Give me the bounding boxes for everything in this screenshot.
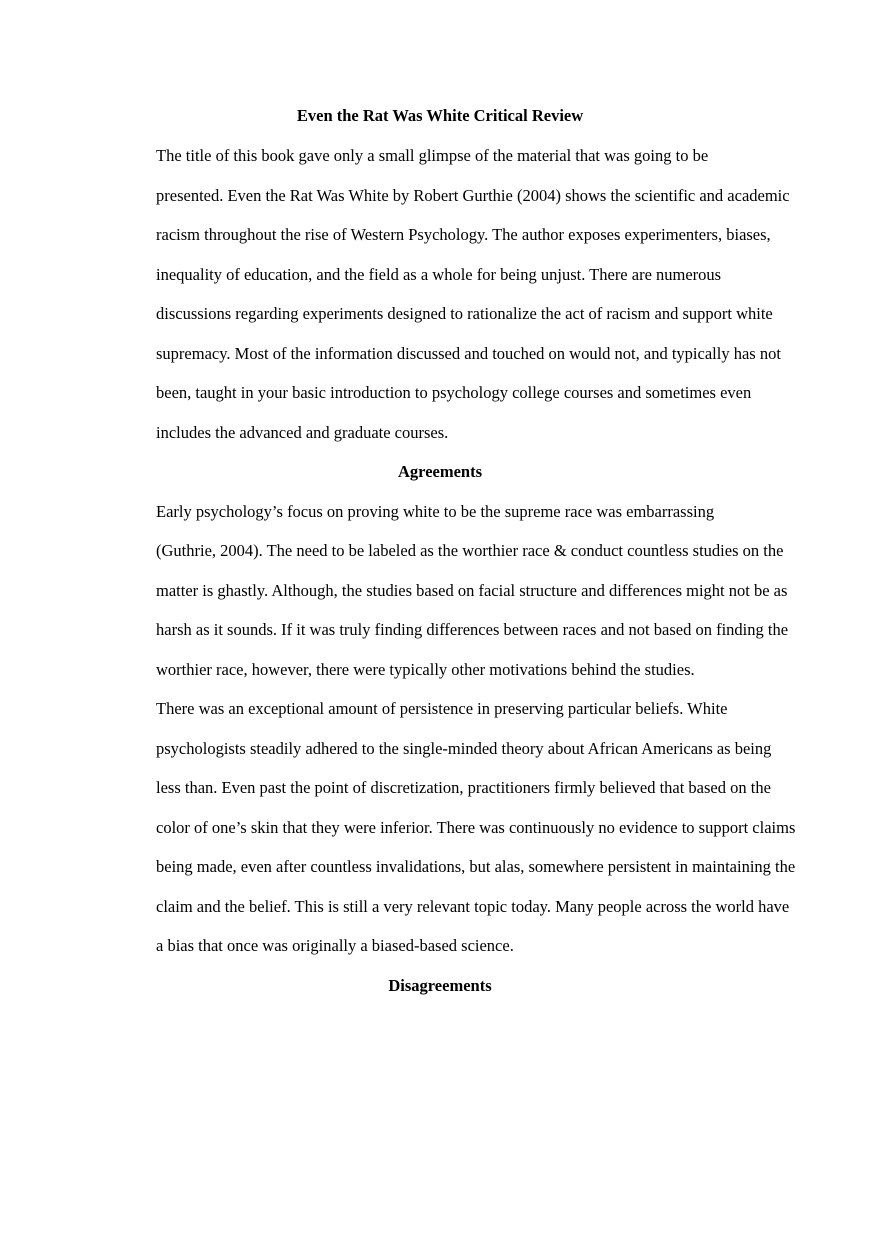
text-line: color of one’s skin that they were inferior. There was continuously no evidence to support claims xyxy=(156,817,796,837)
text-line: presented. Even the Rat Was White by Robert Gurthie (2004) shows the scientific and academic xyxy=(156,185,790,205)
text-line: matter is ghastly. Although, the studies based on facial structure and differences might not be as xyxy=(156,580,788,600)
text-line: includes the advanced and graduate courses. xyxy=(156,422,449,442)
text-line: Early psychology’s focus on proving white to be the supreme race was embarrassing xyxy=(156,501,715,521)
document-title: Even the Rat Was White Critical Review xyxy=(296,106,584,125)
agreements-paragraph-2 xyxy=(104,689,796,966)
intro-paragraph xyxy=(104,136,790,452)
text-line: worthier race, however, there were typically other motivations behind the studies. xyxy=(156,659,695,679)
disagreements-heading: Disagreements xyxy=(388,975,492,995)
text-line: a bias that once was originally a biased-based science. xyxy=(156,936,514,955)
text-line: The title of this book gave only a small glimpse of the material that was going to be xyxy=(156,146,709,165)
text-line: being made, even after countless invalidations, but alas, somewhere persistent in maintaining the xyxy=(156,857,796,876)
text-line: inequality of education, and the field as a whole for being unjust. There are numerous xyxy=(156,264,722,284)
text-line: There was an exceptional amount of persistence in preserving particular beliefs. White xyxy=(156,699,728,718)
document-body xyxy=(104,96,796,1005)
text-line: supremacy. Most of the information discussed and touched on would not, and typically has not xyxy=(156,343,781,363)
text-line: psychologists steadily adhered to the single-minded theory about African Americans as being xyxy=(156,738,772,758)
agreements-heading: Agreements xyxy=(398,462,482,481)
text-line: claim and the belief. This is still a very relevant topic today. Many people across the world have xyxy=(156,896,790,916)
text-line: been, taught in your basic introduction to psychology college courses and sometimes even xyxy=(156,383,752,402)
text-line: less than. Even past the point of discretization, practitioners firmly believed that based on the xyxy=(156,778,771,797)
text-line: harsh as it sounds. If it was truly finding differences between races and not based on finding the xyxy=(156,620,789,639)
text-line: discussions regarding experiments designed to rationalize the act of racism and support white xyxy=(156,304,773,323)
text-line: (Guthrie, 2004). The need to be labeled as the worthier race & conduct countless studies on the xyxy=(156,541,784,560)
agreements-paragraph-1 xyxy=(104,492,789,690)
text-line: racism throughout the rise of Western Psychology. The author exposes experimenters, biases, xyxy=(156,225,771,244)
